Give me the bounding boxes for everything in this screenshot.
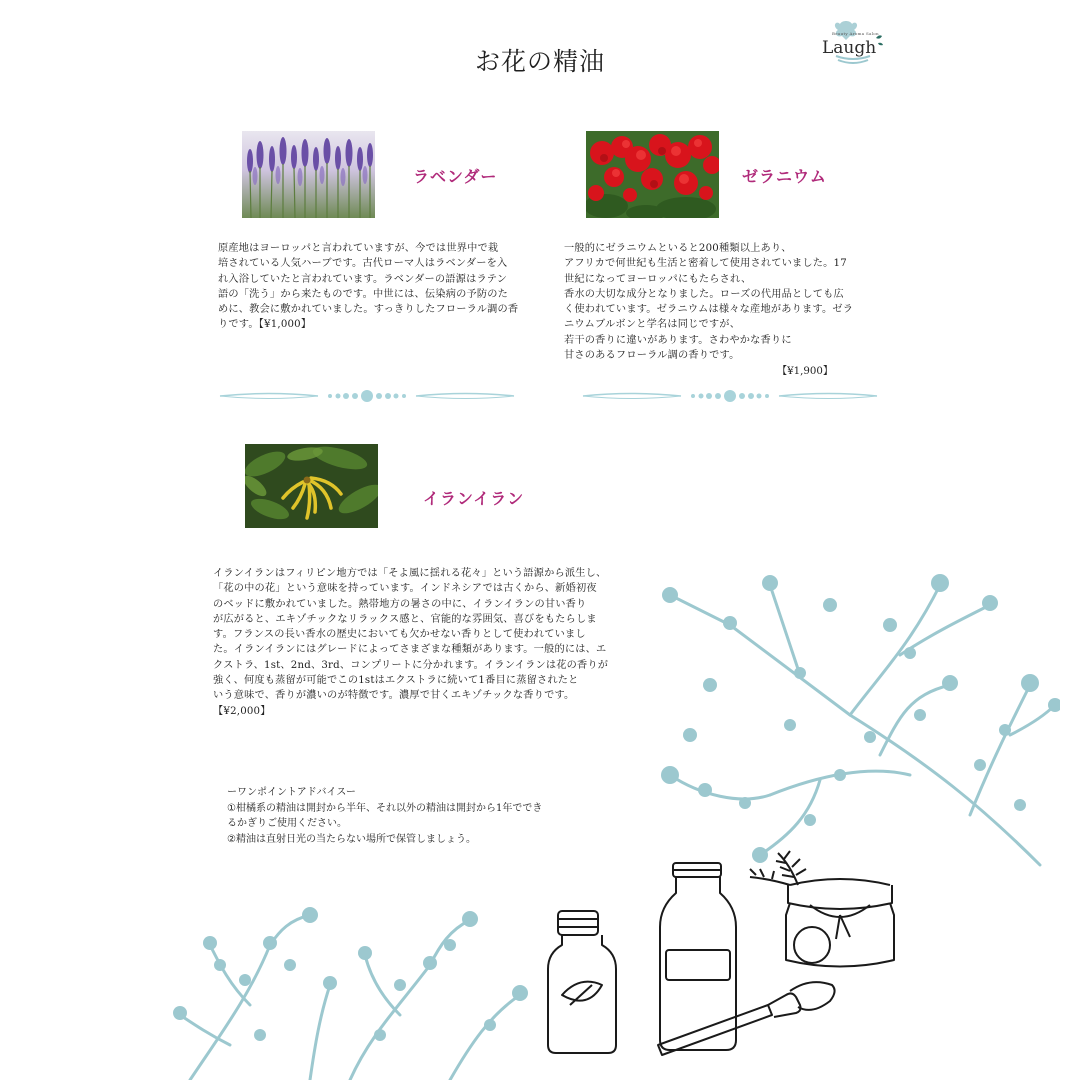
- logo-subtitle: Beauty Aroma Salon: [832, 31, 879, 36]
- ornamental-divider: [218, 388, 516, 404]
- floral-sprig-icon: [150, 905, 550, 1080]
- logo-wordmark: Laugh: [822, 38, 877, 58]
- lavender-title: ラベンダー: [413, 167, 498, 186]
- geranium-price: 【¥1,900】: [777, 366, 834, 377]
- geranium-description: 一般的にゼラニウムといると200種類以上あり、 アフリカで何世紀も生活と密着して使用されていました。17 世紀になってヨーロッパにもたらされ、 香水の大切な成分となりました。ローズの代用品としても広 く使われています。ゼラニウムは様々な産地があります。ゼラ ニウムブルボンと学名は同じですが、 若干の香りに違いがあります。さわやかな香りに 甘さのあるフローラル調の香りです。: [564, 243, 854, 362]
- geranium-photo: [586, 131, 719, 218]
- geranium-title: ゼラニウム: [742, 167, 827, 186]
- oil-bottles-illustration: [540, 845, 910, 1060]
- salon-logo: [818, 18, 888, 68]
- ylang-ylang-photo: [245, 444, 378, 528]
- page-title: お花の精油: [474, 47, 605, 76]
- lavender-photo: [242, 131, 375, 218]
- ylang-ylang-description: イランイランはフィリピン地方では「そよ風に揺れる花々」という語源から派生し、 「花の中の花」という意味を持っています。インドネシアでは古くから、新婚初夜 のベッドに敷かれていました。熱帯地方の暑さの中に、イランイランの甘い香り が広がると、エキゾチックなリラックス感と、官能的な雰囲気、喜びをもたらしま す。フランスの長い香水の歴史においても欠かせない香りとして使われていまし た。イランイランにはグレードによってさまざまな種類があります。一般的には、エ クストラ、1st、2nd、3rd、コンプリートに分かれます。イランイランは花の香りが 強く、何度も蒸留が可能でこの1stはエクストラに続いて1番目に蒸留されたと いう意味で、香りが濃いのが特徴です。濃厚で甘くエキゾチックな香りです。 【¥2,000】: [213, 568, 609, 717]
- ornamental-divider: [581, 388, 879, 404]
- ylang-ylang-title: イランイラン: [423, 489, 525, 508]
- floral-sprig-icon: [650, 565, 1060, 875]
- advice-box: ーワンポイントアドバイスー ①柑橘系の精油は開封から半年、それ以外の精油は開封から1年ででき るかぎりご使用ください。 ②精油は直射日光の当たらない場所で保管しましょう。: [227, 787, 543, 845]
- lavender-description: 原産地はヨーロッパと言われていますが、今では世界中で栽 培されている人気ハーブです。古代ローマ人はラベンダーを入 れ入浴していたと言われています。ラベンダーの語源はラテン 語の「洗う」から来たものです。中世には、伝染病の予防のた めに、教会に敷かれていました。すっきりしたフローラル調の香 りです。【¥1,000】: [218, 243, 519, 331]
